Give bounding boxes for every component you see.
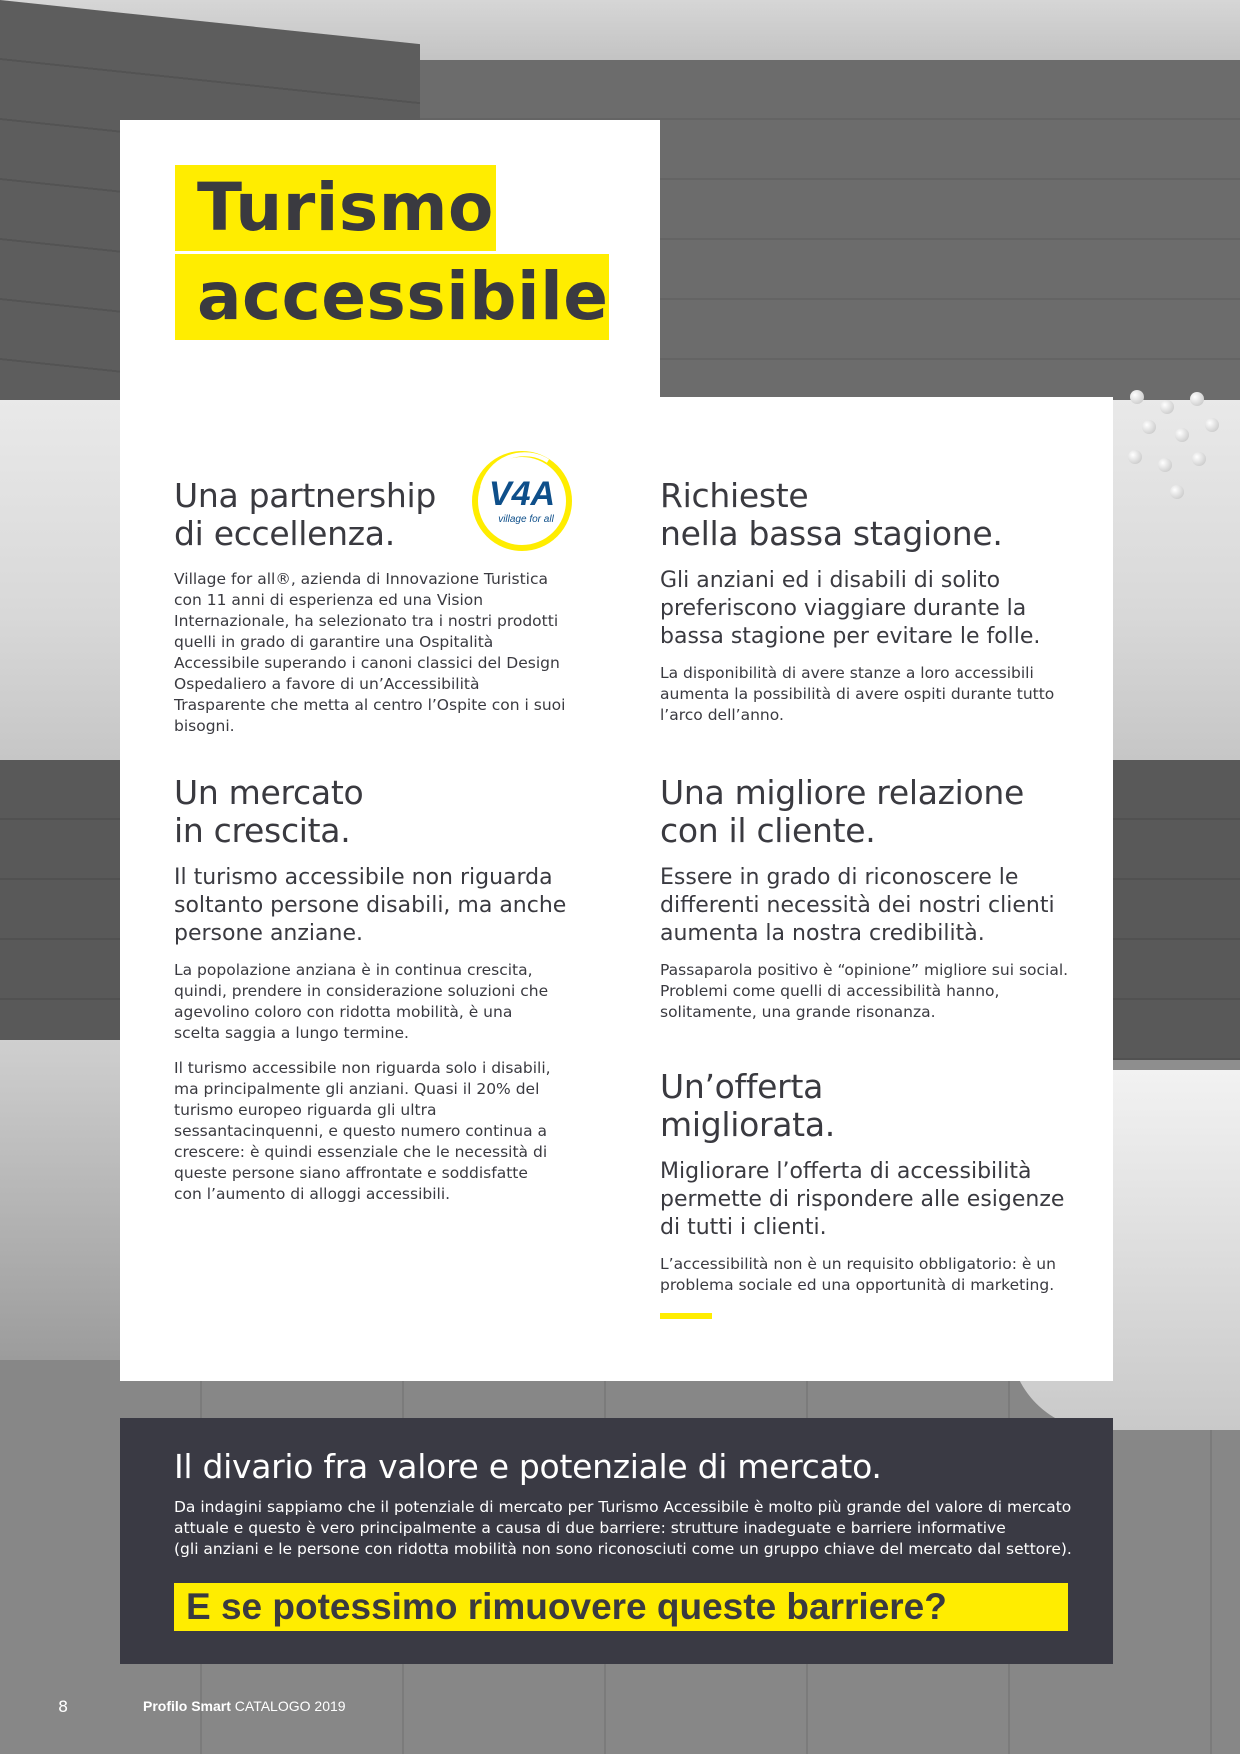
- offerta-body: L’accessibilità non è un requisito obbligatorio: è un problema sociale ed una opportunità di marketing.: [660, 1255, 1056, 1294]
- section-relazione: [660, 774, 1070, 1023]
- partnership-heading-line-1: Una partnership: [174, 476, 436, 515]
- partnership-heading-line-2: di eccellenza.: [174, 514, 395, 553]
- page-number: 8: [58, 1697, 69, 1716]
- background-chandelier: [1120, 390, 1230, 510]
- mercato-lead: Il turismo accessibile non riguarda soltanto persone disabili, ma anche persone anziane.: [174, 865, 567, 946]
- divario-body-line-2: attuale e questo è vero principalmente a causa di due barriere: strutture inadeguate e barriere informative: [174, 1519, 1006, 1537]
- richieste-lead: Gli anziani ed i disabili di solito preferiscono viaggiare durante la bassa stagione per evitare le folle.: [660, 568, 1041, 649]
- richieste-heading-line-2: nella bassa stagione.: [660, 514, 1003, 553]
- footer-catalog: CATALOGO 2019: [234, 1698, 346, 1714]
- richieste-heading-line-1: Richieste: [660, 476, 809, 515]
- accent-divider: [660, 1313, 712, 1319]
- offerta-heading-line-1: Un’offerta: [660, 1067, 824, 1106]
- section-offerta: [660, 1068, 1070, 1296]
- divario-body-line-3: (gli anziani e le persone con ridotta mobilità non sono riconosciuti come un gruppo chiave del mercato dal settore).: [174, 1540, 1072, 1558]
- footer-brand-name: Profilo Smart: [143, 1698, 231, 1714]
- relazione-heading: [660, 774, 1070, 850]
- mercato-body-1: La popolazione anziana è in continua crescita, quindi, prendere in considerazione soluzioni che agevolino coloro con ridotta mobilità, è una scelta saggia a lungo termine.: [174, 961, 549, 1042]
- background-counter: [0, 1040, 140, 1360]
- offerta-lead: Migliorare l’offerta di accessibilità permette di rispondere alle esigenze di tutti i clienti.: [660, 1159, 1065, 1240]
- divario-heading: Il divario fra valore e potenziale di mercato.: [174, 1447, 882, 1486]
- relazione-body: Passaparola positivo è “opinione” migliore sui social. Problemi come quelli di accessibilità hanno, solitamente, una grande risonanza.: [660, 961, 1069, 1021]
- section-mercato: [174, 774, 584, 1205]
- section-richieste: [660, 477, 1070, 726]
- richieste-heading: [660, 477, 1070, 553]
- mercato-body-2: Il turismo accessibile non riguarda solo i disabili, ma principalmente gli anziani. Quasi il 20% del turismo europeo riguarda gli ultra sessantacinquenni, e questo numero continua a crescere: è quindi essenziale che le necessità di queste persone siano affrontate e soddisfatte con l’aumento di alloggi accessibili.: [174, 1059, 551, 1203]
- mercato-heading-line-2: in crescita.: [174, 811, 351, 850]
- mercato-heading-line-1: Un mercato: [174, 773, 364, 812]
- page-title-line-2: accessibile: [175, 254, 609, 340]
- divario-cta-banner: E se potessimo rimuovere queste barriere?: [174, 1583, 1068, 1631]
- section-partnership: [174, 477, 584, 737]
- v4a-logo-tagline: village for all: [498, 514, 554, 525]
- offerta-heading-line-2: migliorata.: [660, 1105, 835, 1144]
- partnership-heading: [174, 477, 584, 553]
- richieste-body: La disponibilità di avere stanze a loro accessibili aumenta la possibilità di avere ospiti durante tutto l’arco dell’anno.: [660, 664, 1055, 724]
- relazione-heading-line-1: Una migliore relazione: [660, 773, 1025, 812]
- v4a-logo-mark: V4A: [488, 475, 556, 513]
- page-title-line-1: Turismo: [175, 165, 496, 251]
- offerta-heading: [660, 1068, 1070, 1144]
- divario-body-line-1: Da indagini sappiamo che il potenziale di mercato per Turismo Accessibile è molto più grande del valore di mercato: [174, 1498, 1072, 1516]
- relazione-heading-line-2: con il cliente.: [660, 811, 876, 850]
- relazione-lead: Essere in grado di riconoscere le differenti necessità dei nostri clienti aumenta la nostra credibilità.: [660, 865, 1055, 946]
- footer-brand: [143, 1698, 346, 1714]
- mercato-heading: [174, 774, 584, 850]
- divario-body: [174, 1497, 1074, 1560]
- partnership-body: Village for all®, azienda di Innovazione Turistica con 11 anni di esperienza ed una Vision Internazionale, ha selezionato tra i nostri prodotti quelli in grado di garantire una Ospitalità Accessibile superando i canoni classici del Design Ospedaliero a favore di un’Accessibilità Trasparente che metta al centro l’Ospite con i suoi bisogni.: [174, 570, 566, 735]
